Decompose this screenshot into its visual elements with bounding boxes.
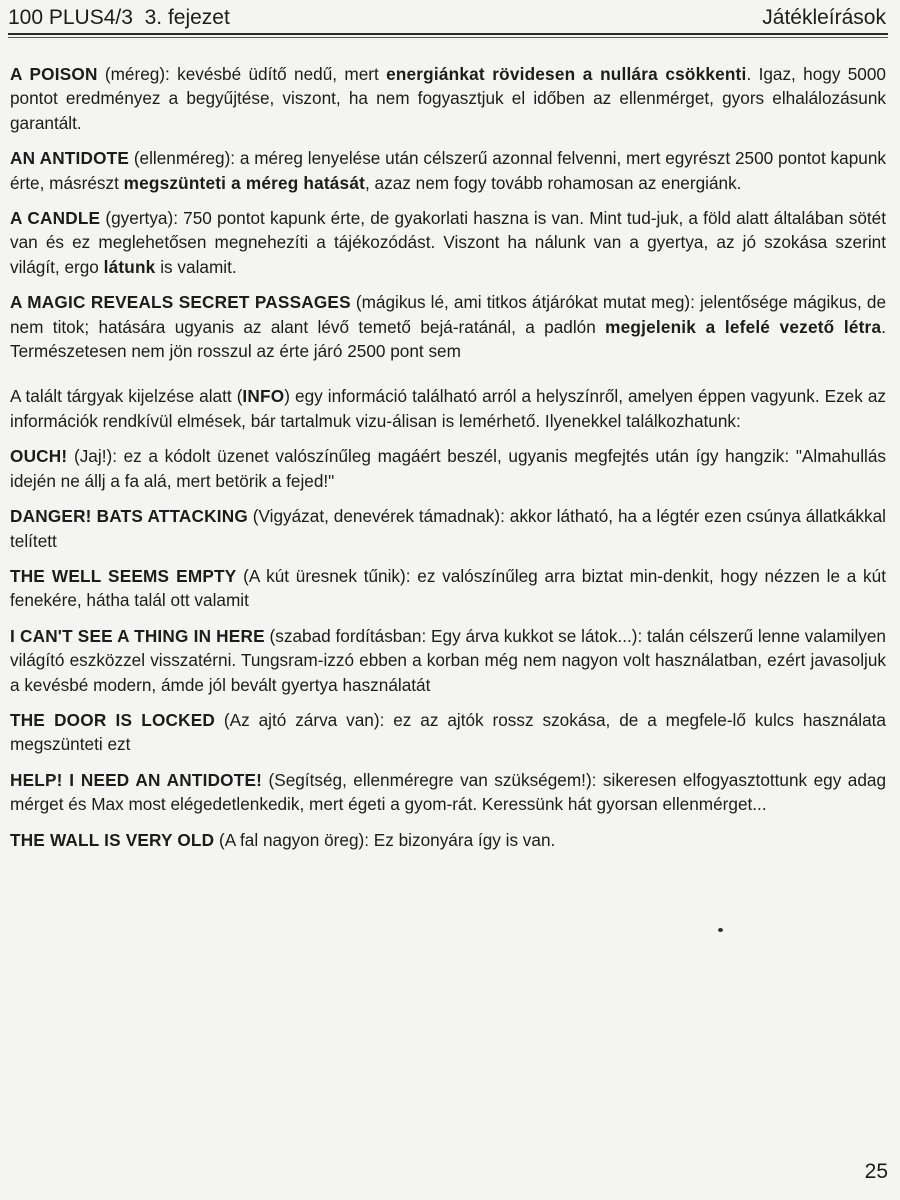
text-run: , azaz nem fogy tovább rohamosan az energiánk. [365, 172, 742, 193]
text-run: (szabad fordításban: Egy árva kukkot se látok...): talán célszerű lenne valamilyen világító eszközzel visszatérni. Tungsram-izzó ebben a korban még nem nagyon volt használatban, ezért javasoljuk a kevésbé modern, ámde jól bevált gyertya használatát [10, 625, 886, 695]
bold-term: OUCH! [10, 446, 68, 467]
paragraph [10, 444, 886, 493]
text-run: (méreg): kevésbé üdítő nedű, mert [97, 64, 387, 84]
text-run: (Segítség, ellenméregre van szükségem!): sikeresen elfogyasztottunk egy adag mérget és Max most elégedetlenkedik, mert égeti a gyom-rát. Keressünk hát gyorsan ellenmérget... [10, 769, 886, 815]
bold-term: A CANDLE [10, 208, 101, 229]
header-rule [8, 33, 888, 35]
paragraph [10, 564, 886, 613]
paragraph [10, 624, 886, 697]
page-number: 25 [864, 1160, 888, 1183]
paragraph [10, 62, 886, 135]
bold-term: megjelenik a lefelé vezető létra [605, 316, 882, 337]
bold-term: A POISON [10, 64, 98, 84]
paragraph [10, 768, 886, 817]
header-chapter: 100 PLUS4/3 3. fejezet [8, 6, 230, 29]
page-header [8, 4, 886, 32]
bold-term: INFO [242, 386, 285, 407]
bold-term: THE DOOR IS LOCKED [10, 709, 216, 730]
bold-term: megszünteti a méreg hatását [123, 172, 365, 193]
text-run: . Igaz, hogy 5000 pontot eredményez a begyűjtése, viszont, ha nem fogyasztjuk el időben az ellenmérget, gyors elhalálozásunk garantált. [10, 64, 886, 133]
bold-term: látunk [103, 256, 156, 277]
body-text [10, 62, 886, 863]
text-run: (mágikus lé, ami titkos átjárókat mutat meg): jelentősége mágikus, de nem titok; hatására ugyanis az alant lévő temető bejá-ratánál, a padlón [10, 292, 887, 337]
header-rule-thin [8, 37, 888, 38]
bold-term: DANGER! BATS ATTACKING [10, 506, 248, 527]
paragraph [10, 290, 886, 363]
bold-term: THE WELL SEEMS EMPTY [10, 565, 237, 586]
text-run: (Az ajtó zárva van): ez az ajtók rossz szokása, de a megfele-lő kulcs használata megszünteti ezt [10, 709, 886, 755]
bold-term: energiánkat rövidesen a nullára csökkenti [386, 64, 747, 84]
bold-term: AN ANTIDOTE [10, 148, 130, 169]
text-run: A talált tárgyak kijelzése alatt ( [10, 386, 243, 407]
bold-term: A MAGIC REVEALS SECRET PASSAGES [10, 292, 351, 313]
header-section-title: Játékleírások [762, 6, 886, 29]
paragraph [10, 708, 886, 757]
print-speck [718, 928, 723, 932]
text-run: (Jaj!): ez a kódolt üzenet valószínűleg magáért beszél, ugyanis megfejtés után így hangzik: "Almahullás idején ne állj a fa alá, mert betörik a fejed!" [10, 446, 886, 491]
bold-term: HELP! I NEED AN ANTIDOTE! [10, 769, 263, 790]
paragraph [10, 384, 886, 433]
text-run: is valamit. [155, 256, 237, 277]
paragraph [10, 828, 886, 852]
bold-term: I CAN'T SEE A THING IN HERE [10, 625, 265, 646]
text-run: ) egy információ található arról a helyszínről, amelyen éppen vagyunk. Ezek az információk rendkívül elmések, bár tartalmuk vizu-álisan is lemérhető. Ilyenekkel találkozhatunk: [10, 386, 886, 431]
paragraph [10, 504, 886, 553]
paragraph [10, 206, 886, 279]
text-run: (A fal nagyon öreg): Ez bizonyára így is van. [214, 829, 556, 850]
text-run: (Vigyázat, denevérek támadnak): akkor látható, ha a légtér ezen csúnya állatkákkal telített [10, 506, 886, 551]
text-run: . Természetesen nem jön rosszul az érte járó 2500 pont sem [10, 316, 886, 362]
bold-term: THE WALL IS VERY OLD [10, 829, 215, 850]
text-run: (A kút üresnek tűnik): ez valószínűleg arra biztat min-denkit, hogy nézzen le a kút fenekére, hátha talál ott valamit [10, 565, 886, 611]
paragraph [10, 146, 886, 195]
text-run: (ellenméreg): a méreg lenyelése után célszerű azonnal felvenni, mert egyrészt 2500 pontot kapunk érte, másrészt [10, 148, 886, 193]
text-run: (gyertya): 750 pontot kapunk érte, de gyakorlati haszna is van. Mint tud-juk, a föld alatt általában sötét van és ez meglehetősen megnehezíti a tájékozódást. Viszont ha nálunk van a gyertya, az jó szokása szerint világít, ergo [10, 208, 886, 277]
